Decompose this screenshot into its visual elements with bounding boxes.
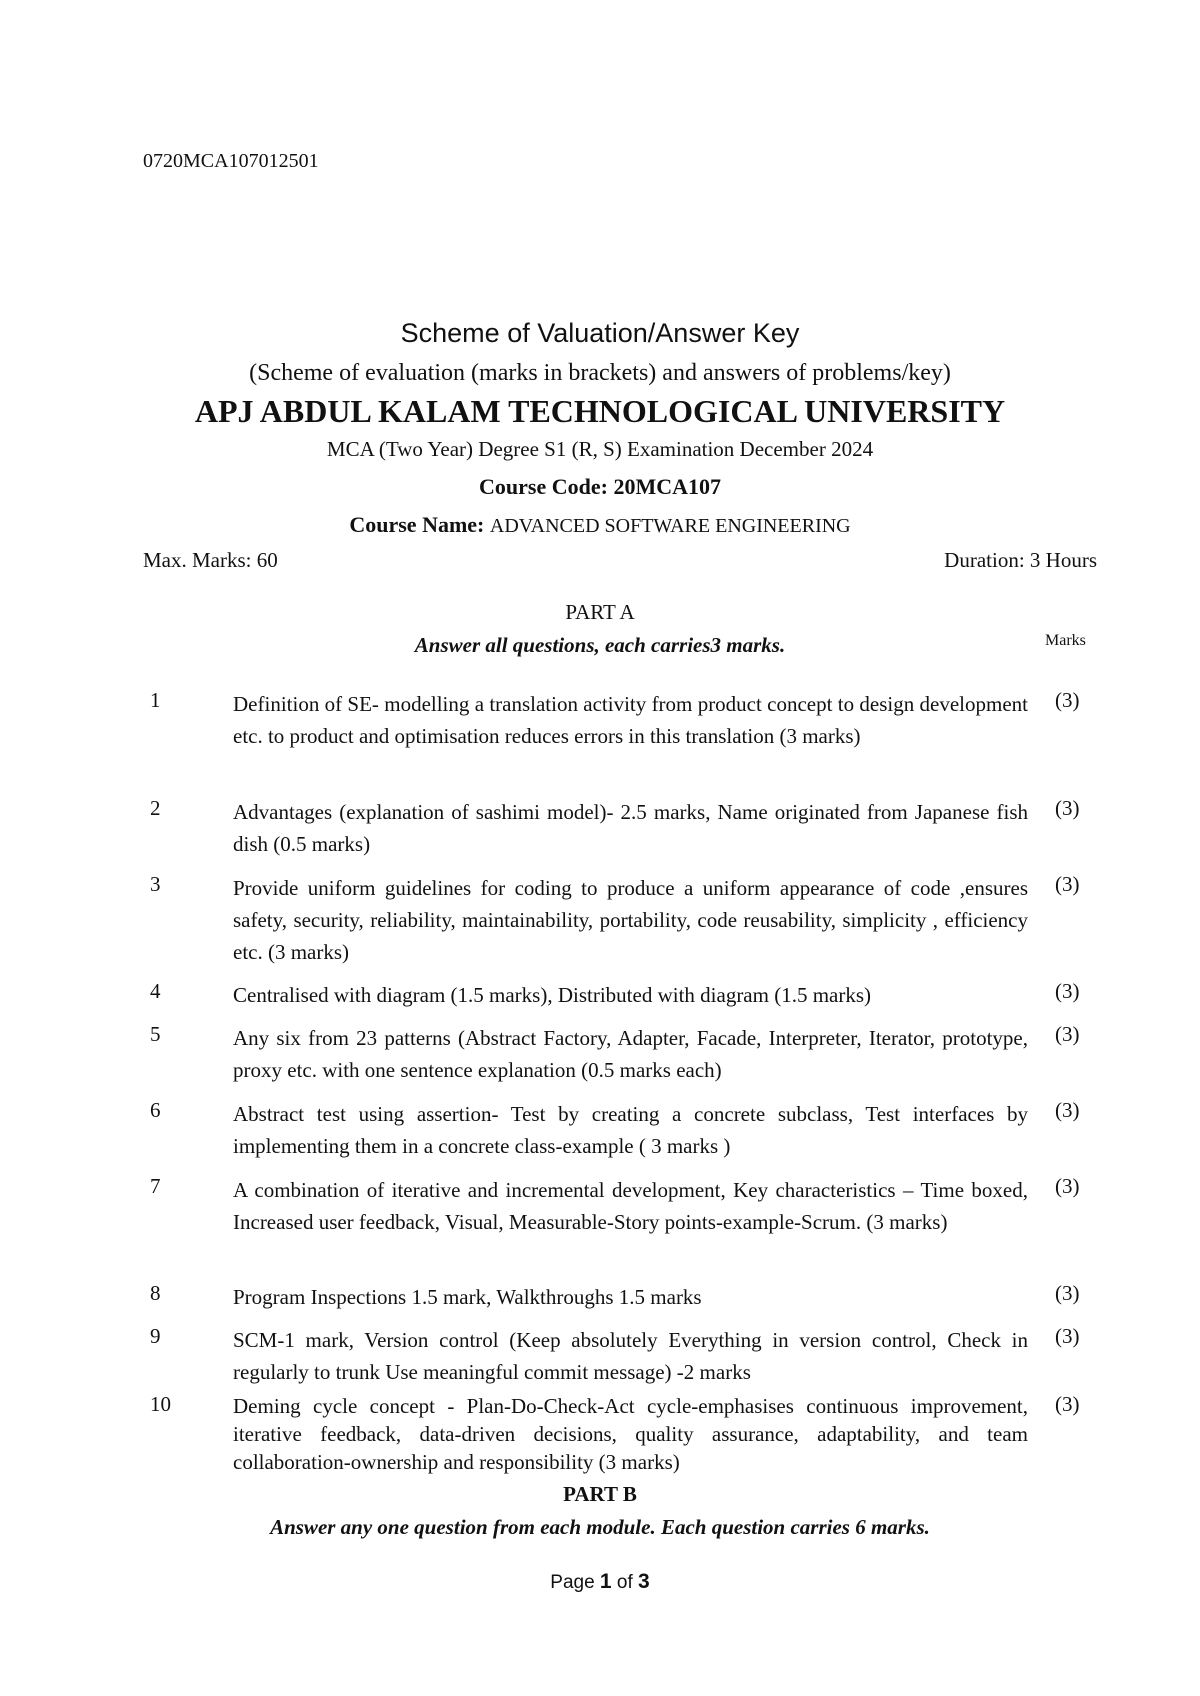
question-number: 5: [150, 1022, 161, 1046]
page-word: Page: [550, 1572, 595, 1593]
scheme-title: Scheme of Valuation/Answer Key: [400, 318, 800, 348]
question-answer-text: A combination of iterative and incremental development, Key characteristics – Time boxed, Increased user feedback, Visual, Measurable-Story points-example-Scrum. (3 marks): [233, 1178, 1028, 1234]
question-number: 6: [150, 1098, 161, 1122]
page-current: 1: [599, 1570, 612, 1593]
question-marks: (3): [1055, 1392, 1080, 1416]
document-code: 0720MCA107012501: [143, 150, 319, 172]
part-a-instruction: Answer all questions, each carries3 marks.: [414, 633, 786, 657]
question-answer-text: Abstract test using assertion- Test by creating a concrete subclass, Test interfaces by implementing them in a concrete class-example ( 3 marks ): [233, 1102, 1028, 1158]
question-answer-text: Deming cycle concept - Plan-Do-Check-Act cycle-emphasises continuous improvement, iterative feedback, data-driven decisions, quality assurance, adaptability, and team collaboration-ownership and responsibility (3 marks): [233, 1394, 1028, 1474]
question-marks: (3): [1055, 1022, 1080, 1046]
question-answer-text: SCM-1 mark, Version control (Keep absolutely Everything in version control, Check in regularly to trunk Use meaningful commit message) -2 marks: [233, 1328, 1028, 1384]
question-marks: (3): [1055, 979, 1080, 1003]
question-marks: (3): [1055, 872, 1080, 896]
scheme-subtitle: (Scheme of evaluation (marks in brackets) and answers of problems/key): [249, 360, 951, 386]
page-footer: [0, 1570, 1200, 1594]
course-name-line: [0, 512, 1200, 538]
course-name: ADVANCED SOFTWARE ENGINEERING: [489, 515, 851, 537]
question-marks: (3): [1055, 796, 1080, 820]
question-number: 2: [150, 796, 161, 820]
question-marks: (3): [1055, 1098, 1080, 1122]
course-code: Course Code: 20MCA107: [479, 474, 721, 499]
question-answer-text: Any six from 23 patterns (Abstract Factory, Adapter, Facade, Interpreter, Iterator, prototype, proxy etc. with one sentence explanation (0.5 marks each): [233, 1026, 1028, 1082]
duration: Duration: 3 Hours: [944, 548, 1097, 572]
question-answer-text: Program Inspections 1.5 mark, Walkthroughs 1.5 marks: [233, 1285, 702, 1309]
page-total: 3: [638, 1570, 650, 1593]
part-a-title: PART A: [565, 600, 635, 624]
question-number: 8: [150, 1281, 161, 1305]
question-number: 10: [150, 1392, 171, 1416]
question-number: 3: [150, 872, 161, 896]
question-marks: (3): [1055, 1281, 1080, 1305]
question-number: 1: [150, 688, 161, 712]
question-answer-text: Advantages (explanation of sashimi model)- 2.5 marks, Name originated from Japanese fish dish (0.5 marks): [233, 800, 1028, 856]
question-marks: (3): [1055, 1324, 1080, 1348]
question-answer-text: Centralised with diagram (1.5 marks), Distributed with diagram (1.5 marks): [233, 983, 872, 1007]
part-b-title: PART B: [563, 1482, 637, 1506]
max-marks: Max. Marks: 60: [143, 548, 278, 572]
exam-name: MCA (Two Year) Degree S1 (R, S) Examination December 2024: [326, 437, 874, 461]
question-number: 9: [150, 1324, 161, 1348]
question-answer-text: Definition of SE- modelling a translation activity from product concept to design development etc. to product and optimisation reduces errors in this translation (3 marks): [233, 692, 1028, 748]
page-of: of: [616, 1572, 633, 1593]
university-name: APJ ABDUL KALAM TECHNOLOGICAL UNIVERSITY: [194, 393, 1006, 429]
question-answer-text: Provide uniform guidelines for coding to produce a uniform appearance of code ,ensures safety, security, reliability, maintainability, portability, code reusability, simplicity , efficiency etc. (3 marks): [233, 876, 1028, 964]
question-number: 4: [150, 979, 161, 1003]
part-b-instruction: Answer any one question from each module. Each question carries 6 marks.: [270, 1515, 930, 1539]
marks-column-header: Marks: [1045, 632, 1086, 649]
question-marks: (3): [1055, 688, 1080, 712]
course-name-label: Course Name:: [349, 512, 485, 537]
question-number: 7: [150, 1174, 161, 1198]
question-marks: (3): [1055, 1174, 1080, 1198]
